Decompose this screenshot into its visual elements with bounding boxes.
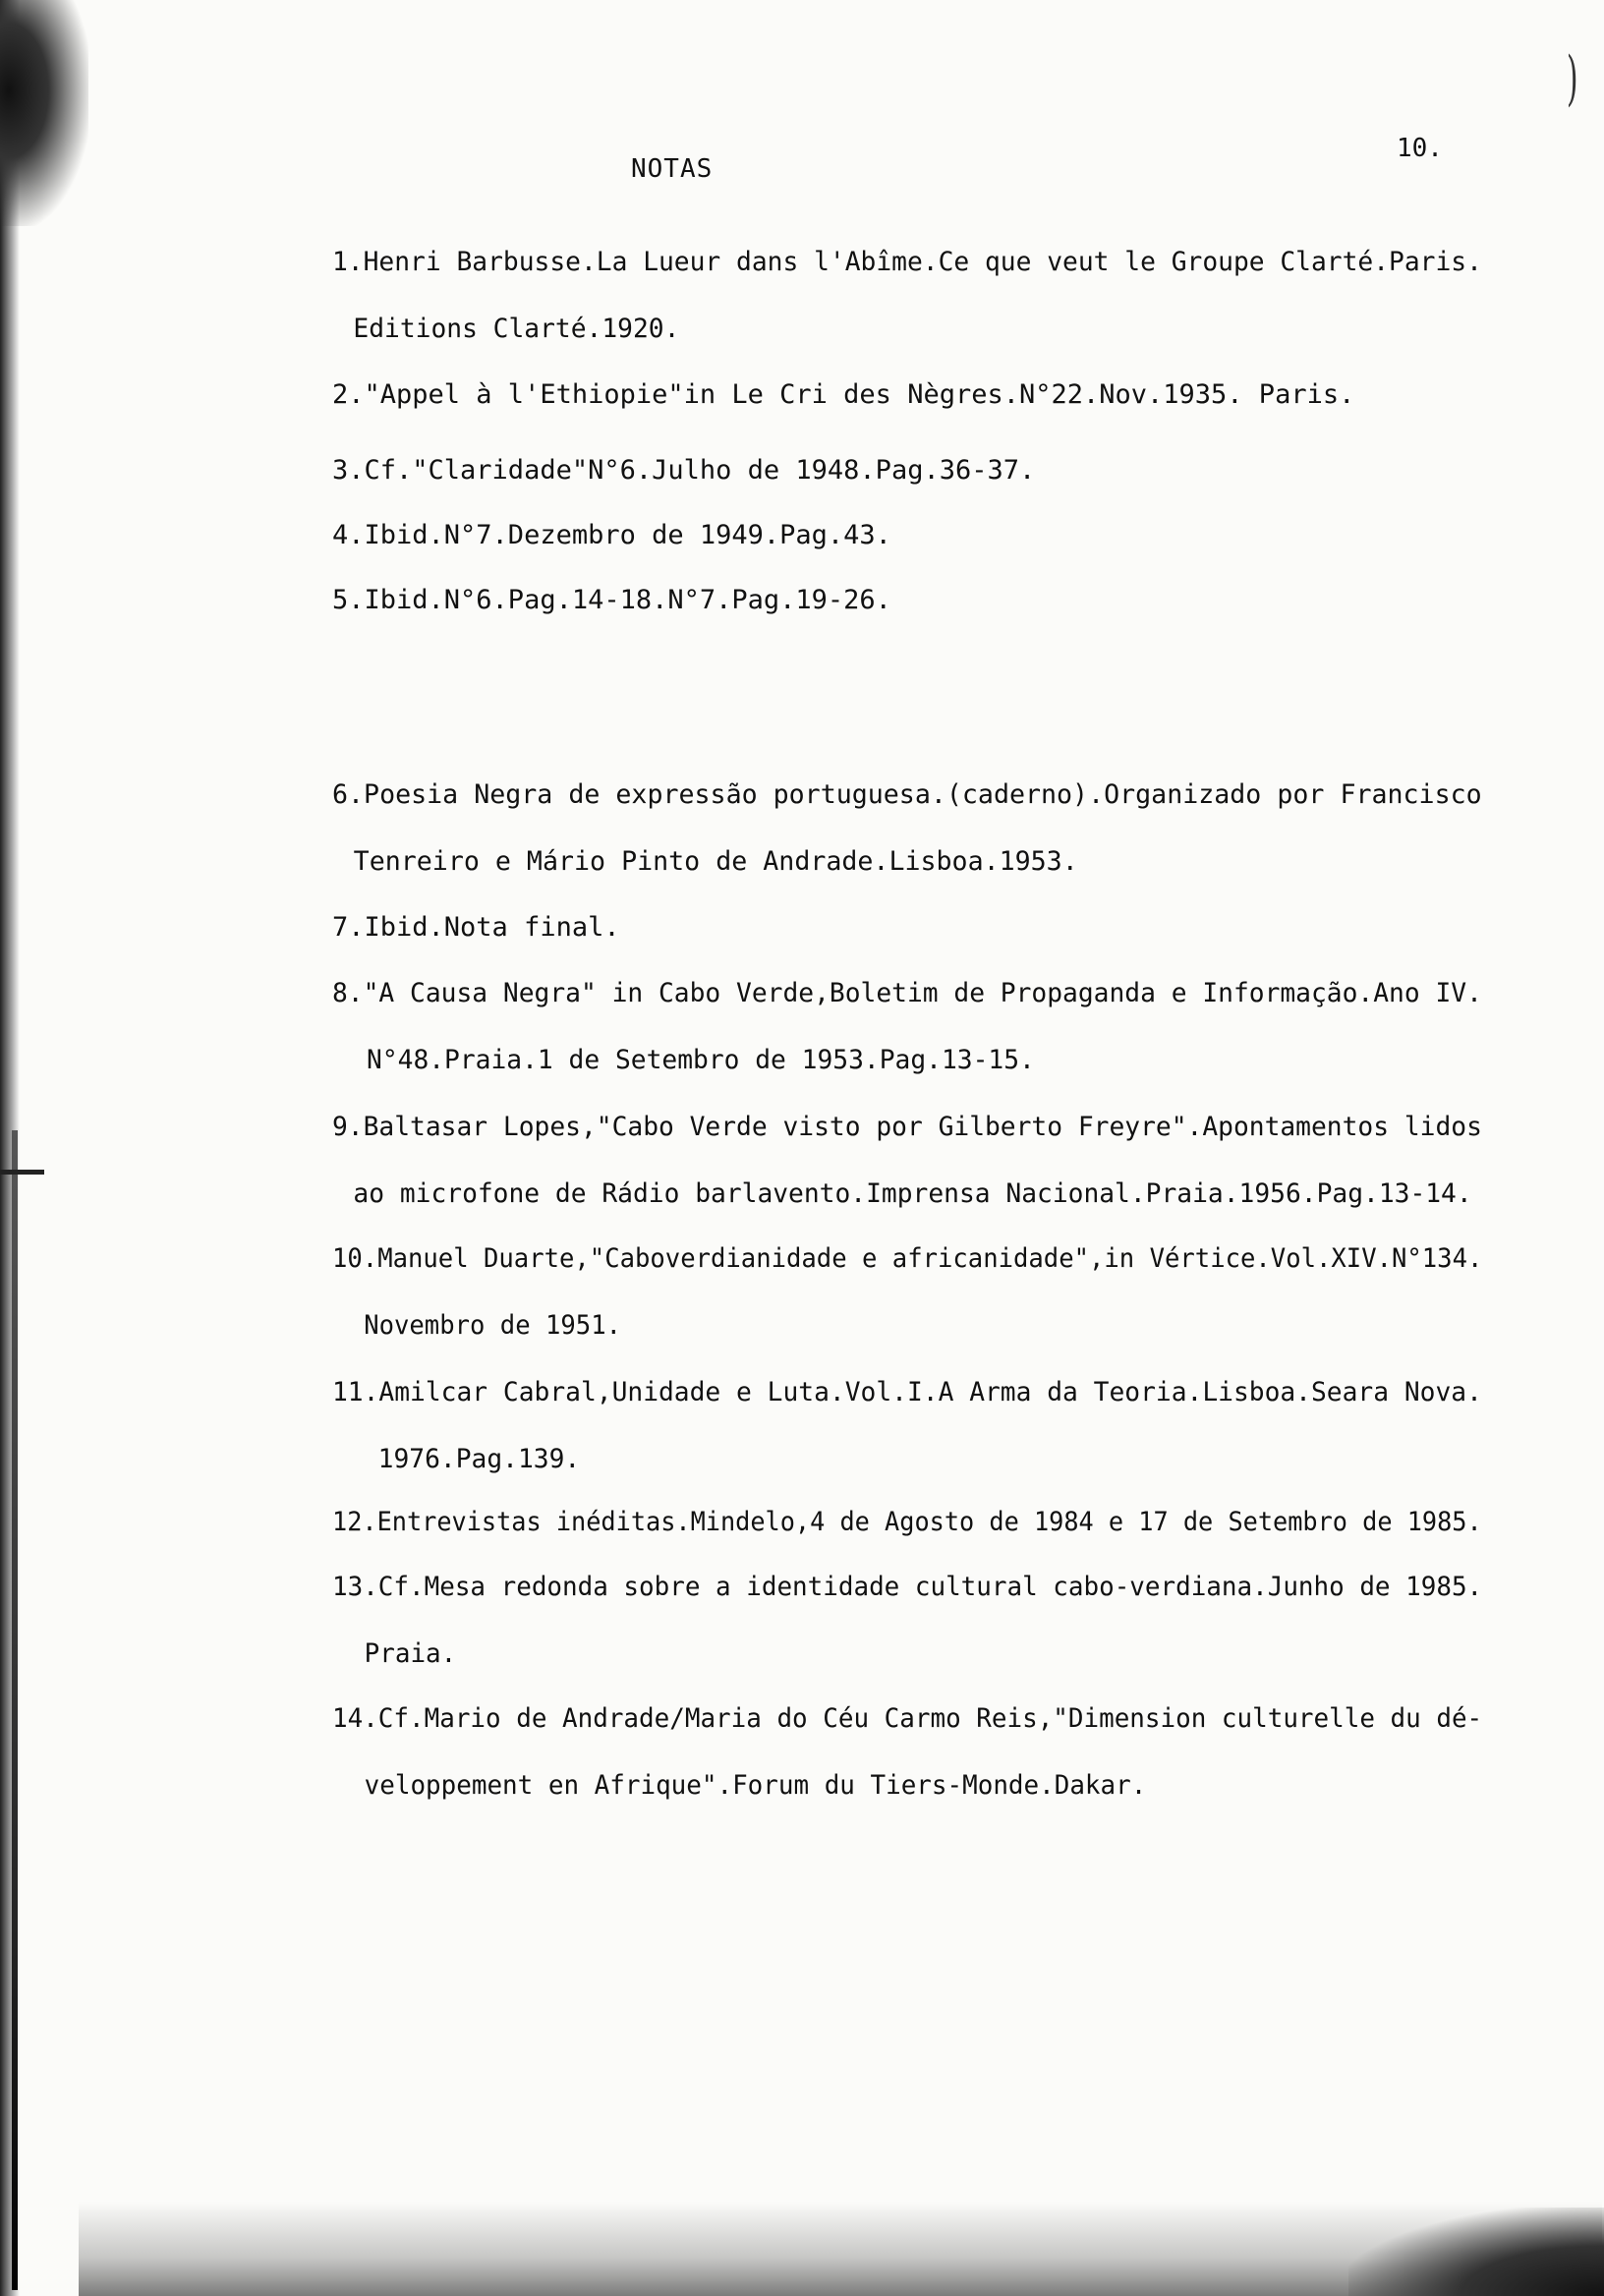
page-title: NOTAS <box>631 154 714 184</box>
note-continuation: Editions Clarté.1920. <box>353 314 680 344</box>
note-4 <box>332 519 891 552</box>
scan-corner-smudge <box>1348 2208 1604 2296</box>
note-13 <box>332 1571 1482 1671</box>
scan-mark <box>0 1170 44 1175</box>
margin-mark: ) <box>1566 44 1578 113</box>
note-2 <box>332 378 1354 412</box>
note-continuation: Tenreiro e Mário Pinto de Andrade.Lisboa.1953. <box>353 846 1078 877</box>
note-14 <box>332 1702 1482 1803</box>
note-11 <box>332 1376 1482 1476</box>
note-6 <box>332 778 1482 879</box>
note-text: 6.Poesia Negra de expressão portuguesa.(caderno).Organizado por Francisco <box>332 779 1482 810</box>
note-text: 2."Appel à l'Ethiopie"in Le Cri des Nègres.N°22.Nov.1935. Paris. <box>332 379 1355 410</box>
note-continuation: veloppement en Afrique".Forum du Tiers-Monde.Dakar. <box>364 1770 1147 1801</box>
note-continuation: N°48.Praia.1 de Setembro de 1953.Pag.13-15. <box>367 1045 1035 1075</box>
note-3 <box>332 454 1035 488</box>
note-1 <box>332 246 1482 346</box>
note-text: 4.Ibid.N°7.Dezembro de 1949.Pag.43. <box>332 520 891 550</box>
note-text: 12.Entrevistas inéditas.Mindelo,4 de Agosto de 1984 e 17 de Setembro de 1985. <box>332 1507 1482 1537</box>
note-text: 14.Cf.Mario de Andrade/Maria do Céu Carmo Reis,"Dimension culturelle du dé- <box>332 1703 1483 1734</box>
note-text: 10.Manuel Duarte,"Caboverdianidade e africanidade",in Vértice.Vol.XIV.N°134. <box>332 1243 1483 1274</box>
note-5 <box>332 584 891 617</box>
note-text: 5.Ibid.N°6.Pag.14-18.N°7.Pag.19-26. <box>332 585 891 615</box>
note-text: 8."A Causa Negra" in Cabo Verde,Boletim de Propaganda e Informação.Ano IV. <box>332 978 1482 1008</box>
note-10 <box>332 1242 1482 1343</box>
note-text: 11.Amilcar Cabral,Unidade e Luta.Vol.I.A Arma da Teoria.Lisboa.Seara Nova. <box>332 1377 1482 1407</box>
note-text: 9.Baltasar Lopes,"Cabo Verde visto por Gilberto Freyre".Apontamentos lidos <box>332 1112 1482 1142</box>
note-continuation: 1976.Pag.139. <box>377 1444 581 1474</box>
note-text: 7.Ibid.Nota final. <box>332 912 620 943</box>
note-continuation: Praia. <box>364 1638 457 1669</box>
note-continuation: ao microfone de Rádio barlavento.Imprensa Nacional.Praia.1956.Pag.13-14. <box>353 1178 1472 1209</box>
note-7 <box>332 911 620 945</box>
scan-streak <box>12 1130 18 2290</box>
note-text: 3.Cf."Claridade"N°6.Julho de 1948.Pag.36-37. <box>332 455 1036 486</box>
scan-blot <box>0 0 88 226</box>
note-12 <box>332 1506 1482 1539</box>
page-number: 10. <box>1397 134 1443 163</box>
note-9 <box>332 1111 1482 1211</box>
note-continuation: Novembro de 1951. <box>364 1310 622 1341</box>
note-text: 13.Cf.Mesa redonda sobre a identidade cultural cabo-verdiana.Junho de 1985. <box>332 1572 1483 1602</box>
note-text: 1.Henri Barbusse.La Lueur dans l'Abîme.Ce que veut le Groupe Clarté.Paris. <box>332 247 1482 277</box>
note-8 <box>332 977 1482 1077</box>
